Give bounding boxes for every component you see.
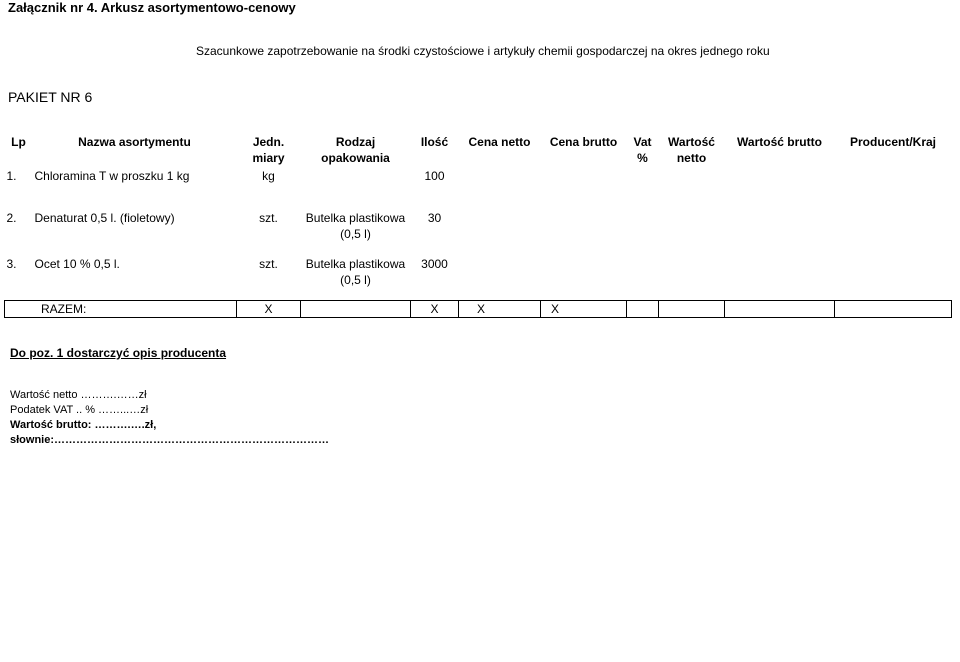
summary-x-jedn: X	[237, 301, 301, 318]
cell-nazwa: Denaturat 0,5 l. (fioletowy)	[34, 211, 175, 225]
cell-cena-netto[interactable]	[459, 254, 541, 301]
package-label: PAKIET NR 6	[8, 89, 93, 105]
cell-lp: 2.	[6, 211, 17, 225]
cell-rodzaj: Butelka plastikowa (0,5 l)	[305, 211, 406, 241]
cell-wartosc-netto[interactable]	[659, 254, 725, 301]
cell-wartosc-netto[interactable]	[659, 166, 725, 208]
summary-producent[interactable]	[835, 301, 952, 318]
summary-x-cena-brutto: X	[541, 301, 627, 318]
header-lp: Lp	[11, 135, 26, 149]
cell-cena-brutto[interactable]	[541, 254, 627, 301]
cell-lp: 1.	[6, 169, 17, 183]
cell-ilosc: 3000	[421, 257, 448, 271]
cell-nazwa: Ocet 10 % 0,5 l.	[34, 257, 120, 271]
table-row	[5, 254, 952, 301]
summary-label: RAZEM:	[5, 301, 237, 318]
cell-lp: 3.	[6, 257, 17, 271]
header-rodzaj: Rodzaj opakowania	[321, 135, 390, 165]
cell-cena-brutto[interactable]	[541, 166, 627, 208]
cell-jedn: kg	[262, 169, 275, 183]
assortment-table	[4, 130, 952, 318]
total-vat: Podatek VAT .. % ……...…zł	[10, 404, 149, 416]
cell-wartosc-netto[interactable]	[659, 208, 725, 254]
summary-row	[5, 301, 952, 318]
cell-producent[interactable]	[835, 208, 952, 254]
cell-wartosc-brutto[interactable]	[725, 208, 835, 254]
header-cena-brutto: Cena brutto	[549, 135, 618, 149]
cell-vat[interactable]	[627, 208, 659, 254]
cell-ilosc: 100	[424, 169, 445, 183]
cell-vat[interactable]	[627, 254, 659, 301]
cell-jedn: szt.	[259, 257, 278, 271]
cell-rodzaj	[301, 166, 411, 208]
summary-empty-rodzaj	[301, 301, 411, 318]
cell-rodzaj: Butelka plastikowa (0,5 l)	[305, 257, 406, 287]
cell-jedn: szt.	[259, 211, 278, 225]
summary-x-ilosc: X	[411, 301, 459, 318]
header-wartosc-brutto: Wartość brutto	[737, 135, 822, 149]
header-producent: Producent/Kraj	[849, 135, 936, 149]
header-ilosc: Ilość	[420, 135, 449, 149]
cell-wartosc-brutto[interactable]	[725, 166, 835, 208]
header-vat: Vat %	[633, 135, 652, 165]
header-jedn: Jedn. miary	[252, 135, 285, 165]
table-row	[5, 208, 952, 254]
cell-wartosc-brutto[interactable]	[725, 254, 835, 301]
cell-cena-netto[interactable]	[459, 166, 541, 208]
header-cena-netto: Cena netto	[468, 135, 531, 149]
cell-cena-netto[interactable]	[459, 208, 541, 254]
header-wartosc-netto: Wartość netto	[668, 135, 715, 165]
summary-vat[interactable]	[627, 301, 659, 318]
cell-producent[interactable]	[835, 166, 952, 208]
total-netto: Wartość netto ……….……zł	[10, 389, 147, 401]
cell-ilosc: 30	[427, 211, 442, 225]
producer-note: Do poz. 1 dostarczyć opis producenta	[10, 346, 227, 360]
header-nazwa: Nazwa asortymentu	[78, 135, 191, 149]
document-subtitle: Szacunkowe zapotrzebowanie na środki czystościowe i artykuły chemii gospodarczej na okres jednego roku	[196, 44, 770, 58]
cell-vat[interactable]	[627, 166, 659, 208]
table-row	[5, 166, 952, 208]
totals-block	[10, 388, 329, 448]
cell-cena-brutto[interactable]	[541, 208, 627, 254]
summary-wartosc-netto[interactable]	[659, 301, 725, 318]
cell-nazwa: Chloramina T w proszku 1 kg	[34, 169, 190, 183]
table-header-row	[5, 130, 952, 166]
summary-x-cena-netto: X	[459, 301, 541, 318]
document-title: Załącznik nr 4. Arkusz asortymentowo-cenowy	[8, 0, 296, 15]
total-brutto: Wartość brutto: ……….….zł,	[10, 419, 157, 431]
summary-wartosc-brutto[interactable]	[725, 301, 835, 318]
cell-producent[interactable]	[835, 254, 952, 301]
total-slownie: słownie:…………………………………………………………………	[10, 434, 330, 446]
